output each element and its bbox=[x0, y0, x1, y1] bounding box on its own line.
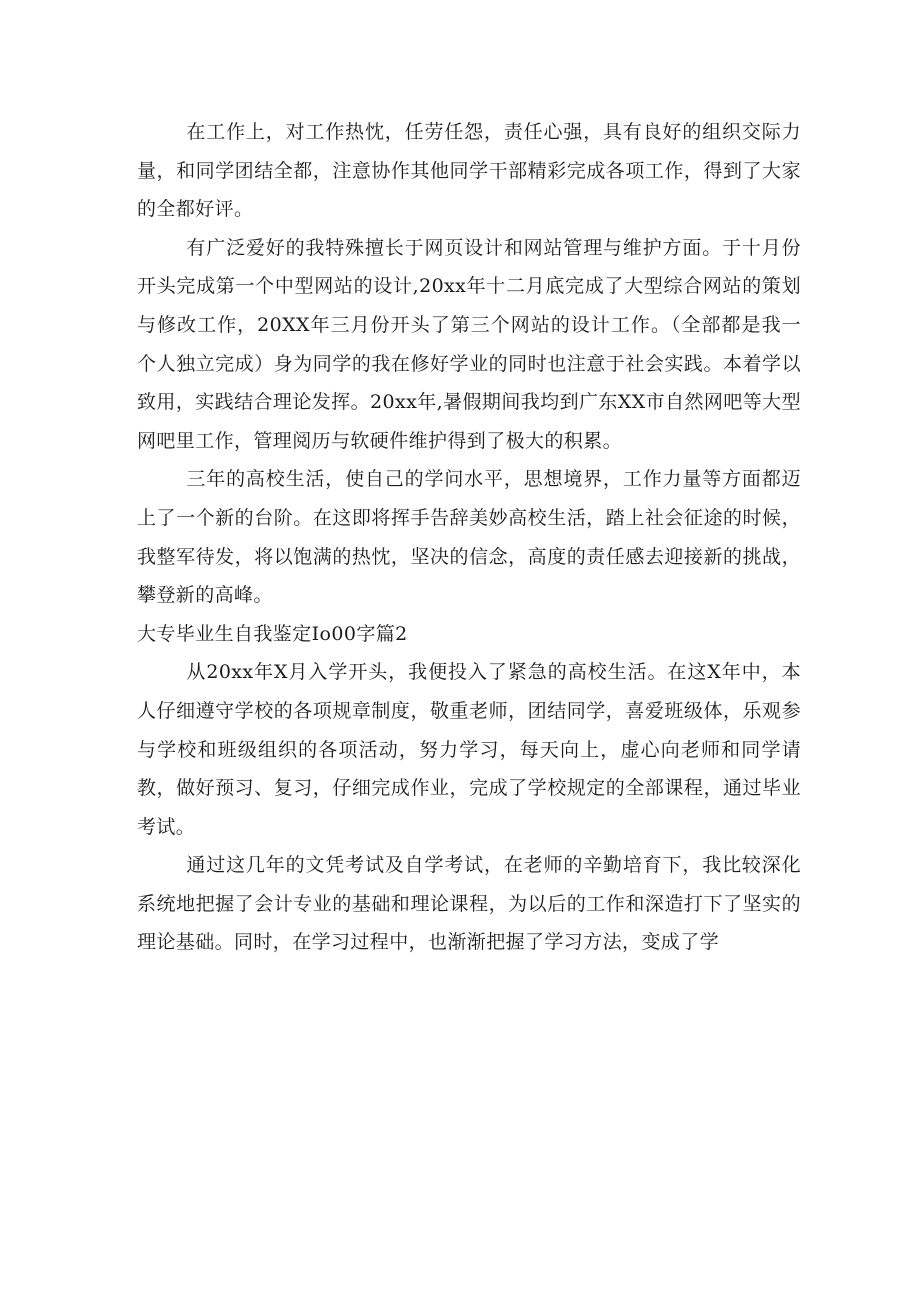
paragraph-enrollment: 从20xx年X月入学开头，我便投入了紧急的高校生活。在这X年中，本人仔细遵守学校的各项规章制度，敬重老师，团结同学，喜爱班级体，乐观参与学校和班级组织的各项活动，努力学习，每天向上，虚心向老师和同学请教，做好预习、复习，仔细完成作业，完成了学校规定的全部课程，通过毕业考试。 bbox=[137, 661, 801, 838]
paragraph-college-life: 三年的高校生活，使自己的学问水平，思想境界，工作力量等方面都迈上了一个新的台阶。在这即将挥手告辞美妙高校生活，踏上社会征途的时候，我整军待发，将以饱满的热忱，坚决的信念，高度的责任感去迎接新的挑战，攀登新的高峰。 bbox=[137, 468, 801, 607]
section-heading: 大专毕业生自我鉴定Io00字篇2 bbox=[137, 622, 408, 645]
paragraph-exams: 通过这几年的文凭考试及自学考试，在老师的辛勤培育下，我比较深化系统地把握了会计专业的基础和理论课程，为以后的工作和深造打下了坚实的理论基础。同时，在学习过程中，也渐渐把握了学习方法，变成了学 bbox=[137, 854, 801, 954]
paragraph-web-design: 有广泛爱好的我特殊擅长于网页设计和网站管理与维护方面。于十月份开头完成第一个中型网站的设计,20xx年十二月底完成了大型综合网站的策划与修改工作，20XX年三月份开头了第三个网站的设计工作。（全部都是我一个人独立完成）身为同学的我在修好学业的同时也注意于社会实践。本着学以致用，实践结合理论发挥。20xx年,暑假期间我均到广东XX市自然网吧等大型网吧里工作，管理阅历与软硬件维护得到了极大的积累。 bbox=[137, 236, 801, 452]
paragraph-work: 在工作上，对工作热忱，任劳任怨，责任心强，具有良好的组织交际力量，和同学团结全都，注意协作其他同学干部精彩完成各项工作，得到了大家的全都好评。 bbox=[137, 121, 801, 221]
document-page bbox=[137, 113, 801, 962]
